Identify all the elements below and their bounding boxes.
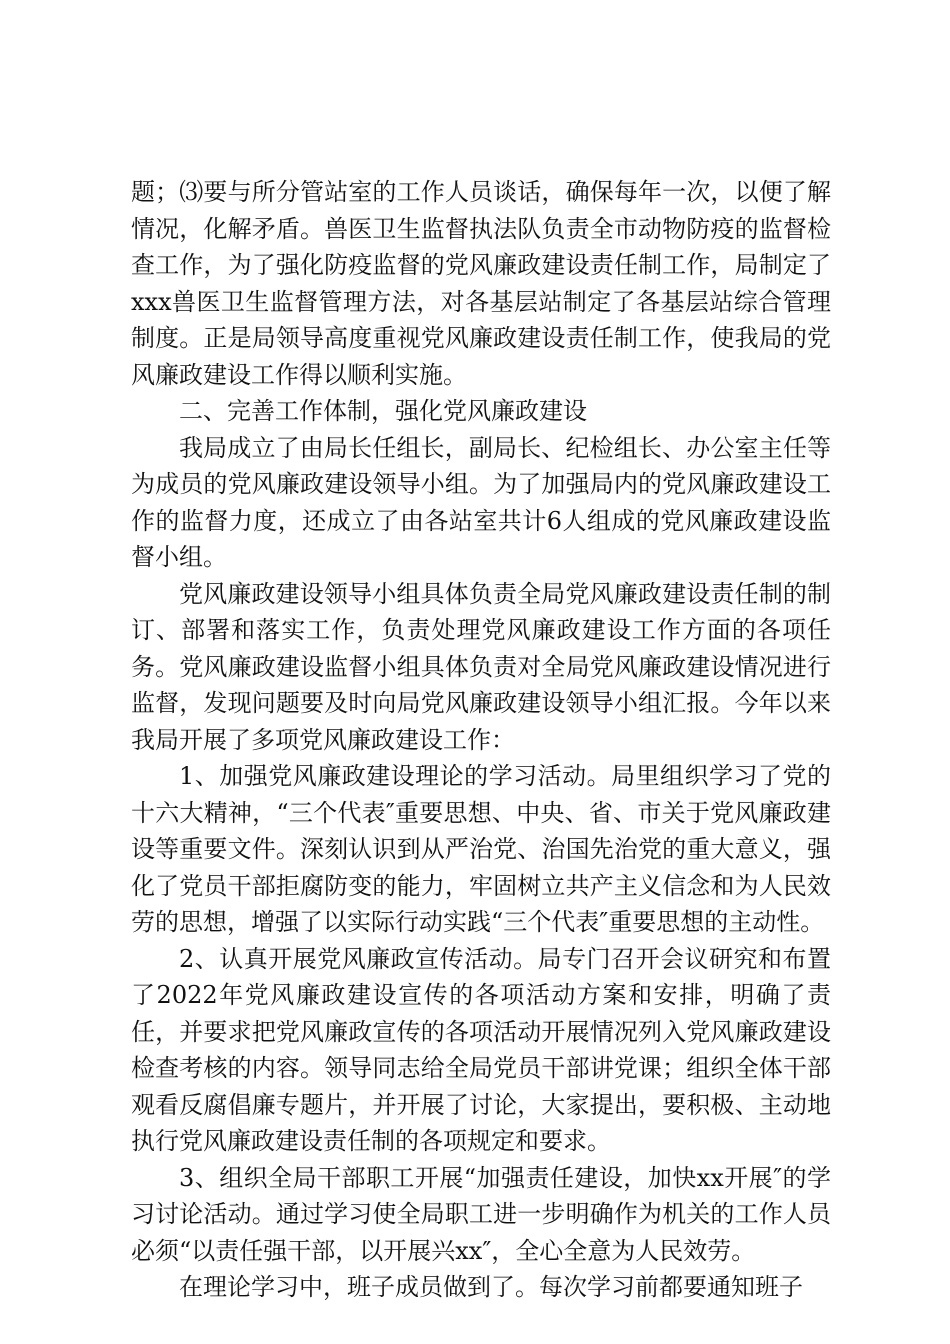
paragraph-6: 2、认真开展党风廉政宣传活动。局专门召开会议研究和布置了2022年党风廉政建设宣传的各项活动方案和安排，明确了责任，并要求把党风廉政宣传的各项活动开展情况列入党风廉政建设检查考核的内容。领导同志给全局党员干部讲党课；组织全体干部观看反腐倡廉专题片，并开展了讨论，大家提出，要积极、主动地执行党风廉政建设责任制的各项规定和要求。 <box>131 944 831 1155</box>
paragraph-8: 在理论学习中，班子成员做到了。每次学习前都要通知班子 <box>179 1273 803 1301</box>
paragraph-4: 党风廉政建设领导小组具体负责全局党风廉政建设责任制的制订、部署和落实工作，负责处理党风廉政建设工作方面的各项任务。党风廉政建设监督小组具体负责对全局党风廉政建设情况进行监督，发现问题要及时向局党风廉政建设领导小组汇报。今年以来我局开展了多项党风廉政建设工作： <box>131 579 831 754</box>
paragraph-7: 3、组织全局干部职工开展“加强责任建设，加快xx开展″的学习讨论活动。通过学习使全局职工进一步明确作为机关的工作人员必须“以责任强干部，以开展兴xx″，全心全意为人民效劳。 <box>131 1163 831 1265</box>
paragraph-1: 题；⑶要与所分管站室的工作人员谈话，确保每年一次，以便了解情况，化解矛盾。兽医卫生监督执法队负责全市动物防疫的监督检查工作，为了强化防疫监督的党风廉政建设责任制工作，局制定了xxx兽医卫生监督管理方法，对各基层站制定了各基层站综合管理制度。正是局领导高度重视党风廉政建设责任制工作，使我局的党风廉政建设工作得以顺利实施。 <box>131 178 831 389</box>
paragraph-5: 1、加强党风廉政建设理论的学习活动。局里组织学习了党的十六大精神，“三个代表″重要思想、中央、省、市关于党风廉政建设等重要文件。深刻认识到从严治党、治国先治党的重大意义，强化了党员干部拒腐防变的能力，牢固树立共产主义信念和为人民效劳的思想，增强了以实际行动实践“三个代表″重要思想的主动性。 <box>131 762 831 936</box>
document-body <box>131 174 831 1306</box>
section-heading-2: 二、完善工作体制，强化党风廉政建设 <box>179 397 587 425</box>
paragraph-3: 我局成立了由局长任组长，副局长、纪检组长、办公室主任等为成员的党风廉政建设领导小组。为了加强局内的党风廉政建设工作的监督力度，还成立了由各站室共计6人组成的党风廉政建设监督小组。 <box>131 433 831 571</box>
